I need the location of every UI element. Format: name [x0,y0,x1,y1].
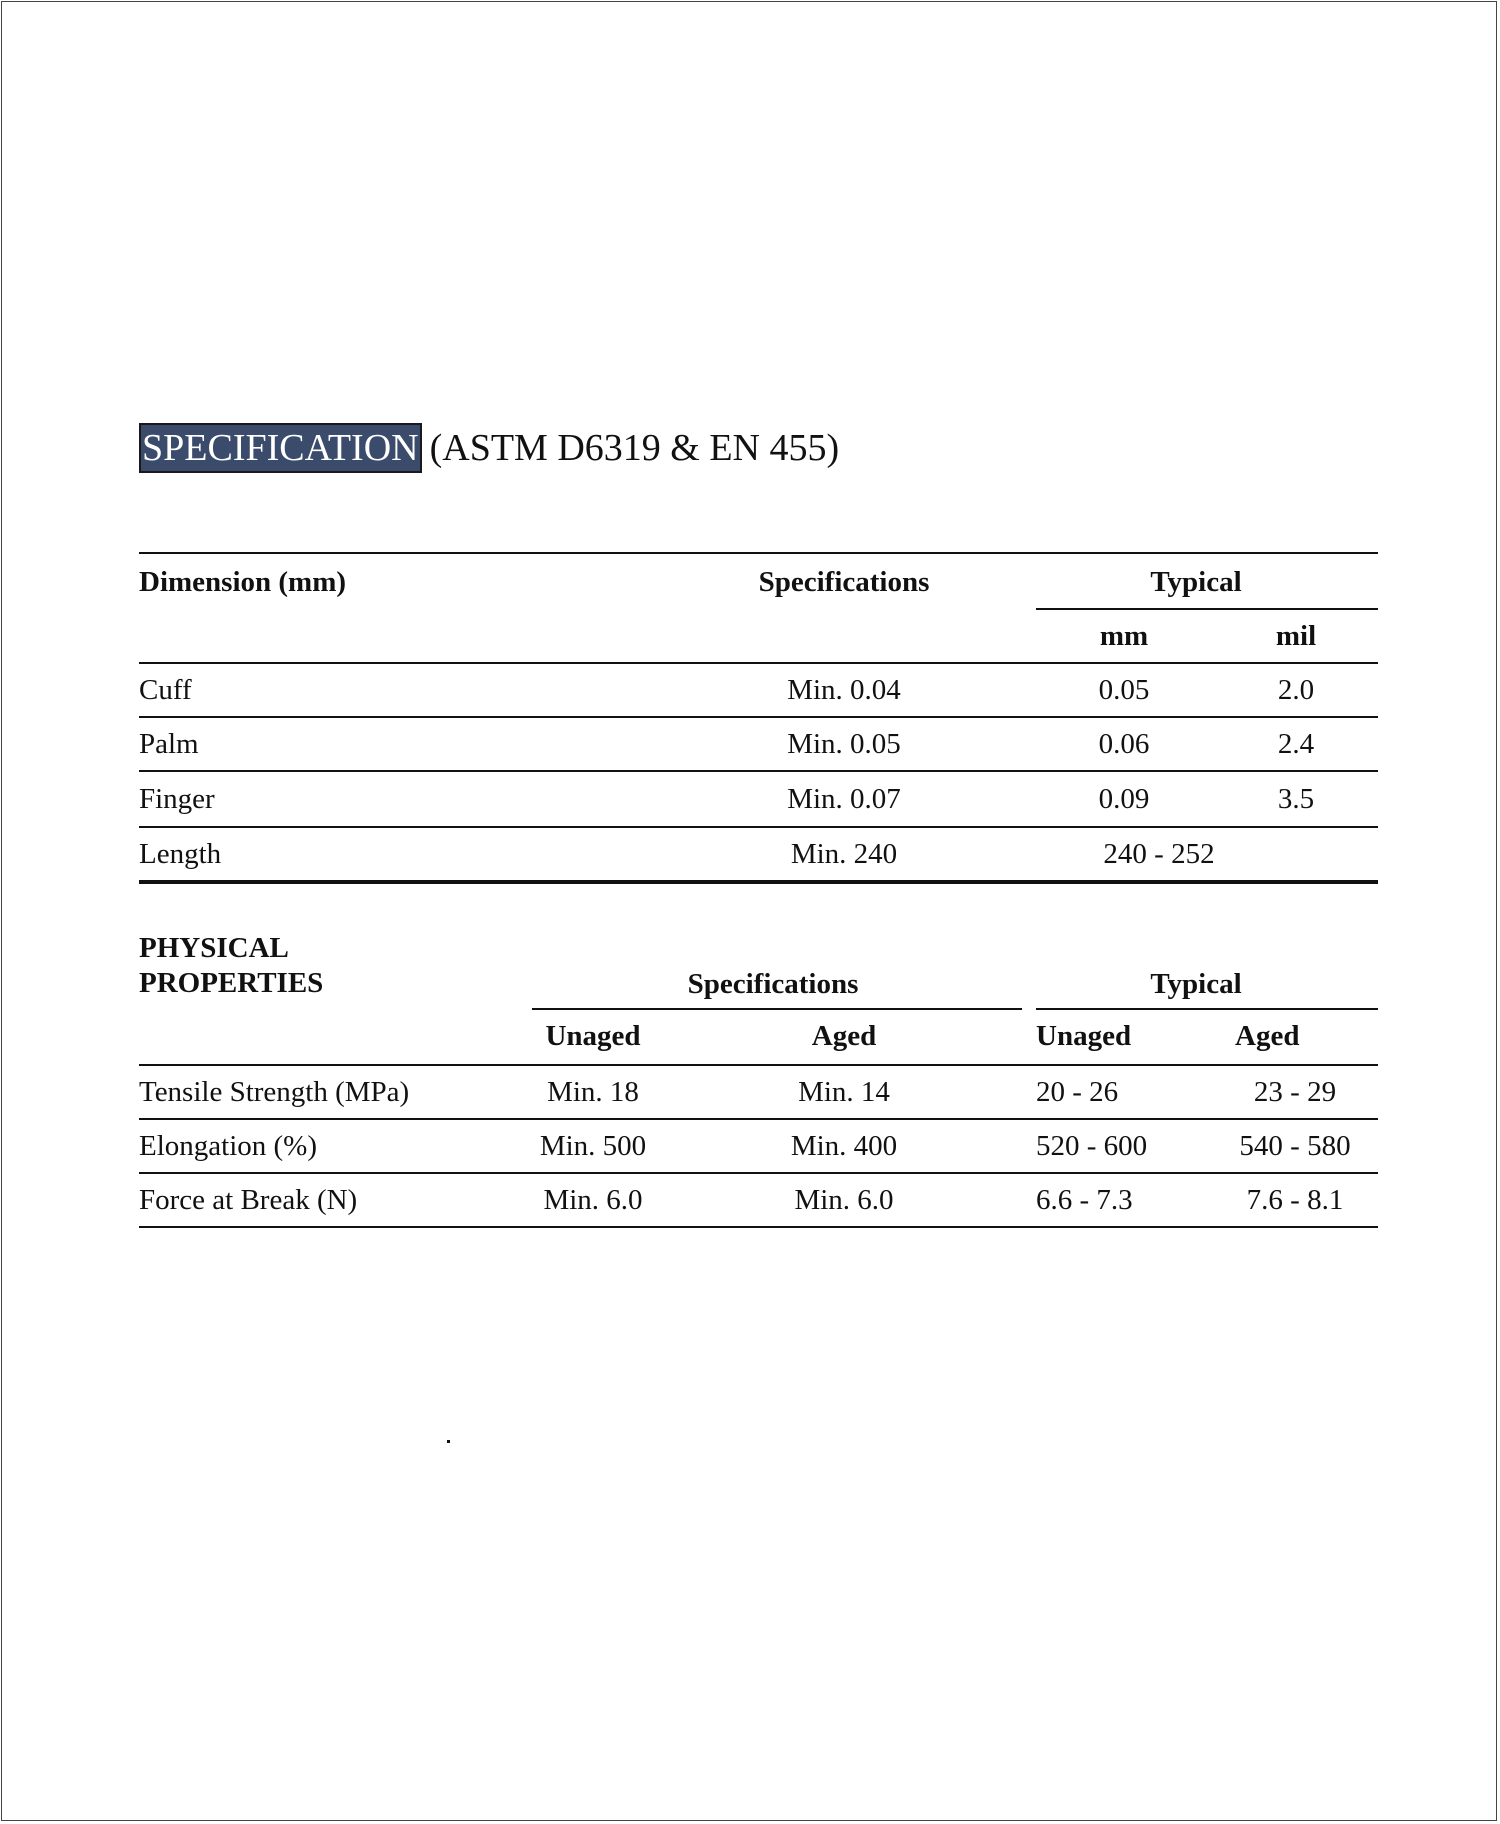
header-typical: Typical [1150,566,1242,598]
row-mm: 0.06 [1098,728,1150,760]
row-spec-aged: Min. 400 [790,1130,898,1162]
page-frame [1,1,1497,1821]
document-title [139,422,839,474]
row-name: Finger [139,783,215,815]
header-dimension: Dimension (mm) [139,566,347,598]
row-divider [139,770,1378,772]
row-name: Cuff [139,674,192,706]
stray-dot [447,1440,450,1443]
header-specifications: Specifications [758,566,930,598]
table-bottom-rule [139,1226,1378,1228]
header-physical: PHYSICAL [139,932,289,964]
dimension-subheader-row [139,618,1378,662]
row-typ-aged: 540 - 580 [1239,1130,1351,1162]
header-mm: mm [1099,620,1149,652]
row-spec-aged: Min. 6.0 [794,1184,894,1216]
header-bottom-rule [139,662,1378,664]
table-row [139,836,1378,880]
row-divider [139,1118,1378,1120]
row-divider [139,826,1378,828]
table-row [139,726,1378,770]
row-typ-unaged: 520 - 600 [1036,1130,1148,1162]
row-typ-aged: 23 - 29 [1253,1076,1337,1108]
row-spec-unaged: Min. 18 [547,1076,639,1108]
table-bottom-rule [139,880,1378,884]
header-specifications: Specifications [687,968,859,1000]
table-row [139,672,1378,716]
row-spec: Min. 0.05 [787,728,901,760]
header-mil: mil [1275,620,1317,652]
row-mm: 0.05 [1098,674,1150,706]
row-typ-unaged: 6.6 - 7.3 [1036,1184,1133,1216]
typical-underline [1036,608,1378,610]
row-spec: Min. 0.07 [787,783,901,815]
row-mil: 3.5 [1277,783,1315,815]
header-typ-aged: Aged [1235,1020,1300,1052]
row-typ-aged: 7.6 - 8.1 [1246,1184,1344,1216]
header-spec-unaged: Unaged [545,1020,641,1052]
header-spec-aged: Aged [811,1020,877,1052]
title-standards: (ASTM D6319 & EN 455) [429,427,840,469]
header-typ-unaged: Unaged [1036,1020,1132,1052]
physical-subheader-row [139,1018,1378,1062]
table-row [139,781,1378,825]
physical-header-row [139,930,1378,1010]
specifications-underline [532,1008,1022,1010]
dimension-header-row [139,564,1378,608]
row-name: Palm [139,728,199,760]
selected-title-text[interactable]: SPECIFICATION [139,423,422,473]
row-spec: Min. 240 [790,838,898,870]
table-row [139,1182,1378,1226]
row-name: Tensile Strength (MPa) [139,1076,410,1108]
table-row [139,1128,1378,1172]
row-spec-unaged: Min. 6.0 [543,1184,643,1216]
dimension-table [139,552,1378,884]
table-top-rule [139,552,1378,554]
physical-properties-table [139,930,1378,1230]
row-name: Length [139,838,222,870]
row-spec: Min. 0.04 [787,674,901,706]
row-typ-unaged: 20 - 26 [1036,1076,1119,1108]
row-spec-unaged: Min. 500 [539,1130,647,1162]
row-mm: 0.09 [1098,783,1150,815]
header-typical: Typical [1150,968,1242,1000]
row-range: 240 - 252 [1103,838,1215,870]
row-divider [139,1172,1378,1174]
row-mil: 2.4 [1277,728,1315,760]
typical-underline [1036,1008,1378,1010]
header-properties: PROPERTIES [139,967,324,999]
row-spec-aged: Min. 14 [798,1076,890,1108]
row-name: Elongation (%) [139,1130,317,1162]
row-name: Force at Break (N) [139,1184,358,1216]
header-bottom-rule [139,1064,1378,1066]
row-divider [139,716,1378,718]
table-row [139,1074,1378,1118]
row-mil: 2.0 [1277,674,1315,706]
